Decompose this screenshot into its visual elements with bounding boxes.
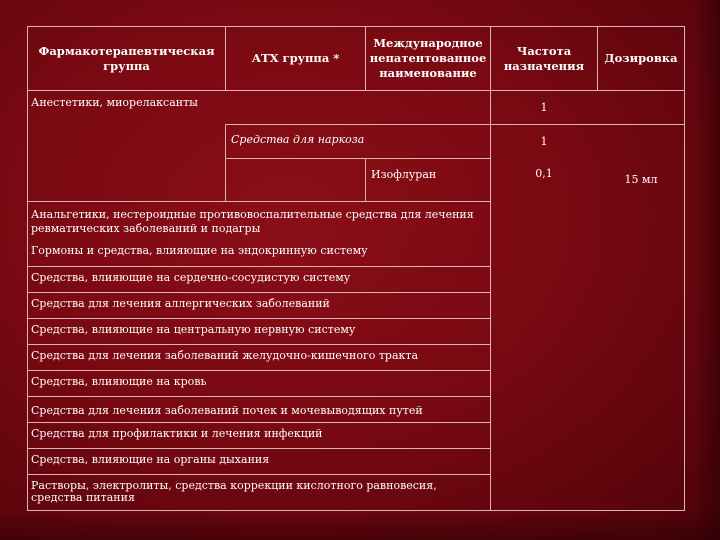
row-respiratory-label: Средства, влияющие на органы дыхания xyxy=(31,453,270,466)
header-inn: Международное непатентованное наименование xyxy=(369,36,487,80)
row-cns-label: Средства, влияющие на центральную нервную систему xyxy=(31,323,356,336)
row-allergy-label: Средства для лечения аллергических заболеваний xyxy=(31,297,330,310)
row-isoflurane-dosage: 15 мл xyxy=(624,173,658,186)
row-gi-label: Средства для лечения заболеваний желудочно-кишечного тракта xyxy=(31,349,419,362)
row-anesthetics-label: Анестетики, миорелаксанты xyxy=(31,96,198,109)
header-frequency: Частота назначения xyxy=(503,43,585,73)
row-isoflurane-frequency: 0,1 xyxy=(535,167,553,180)
row-infection-label: Средства для профилактики и лечения инфекций xyxy=(31,427,323,440)
row-analgesics-label-line1: Анальгетики, нестероидные противовоспалительные средства для лечения xyxy=(31,208,474,221)
row-electrolytes-label-line1: Растворы, электролиты, средства коррекции кислотного равновесия, xyxy=(31,479,437,492)
header-pharmacotherapeutic-group: Фармакотерапевтическая группа xyxy=(38,43,215,73)
row-anesthetics-frequency: 1 xyxy=(540,100,548,114)
row-narcosis-frequency: 1 xyxy=(540,134,548,148)
row-kidney-label: Средства для лечения заболеваний почек и мочевыводящих путей xyxy=(31,404,423,417)
row-isoflurane-label: Изофлуран xyxy=(371,168,437,181)
header-atx-group: АТХ группа * xyxy=(251,51,340,65)
row-blood-label: Средства, влияющие на кровь xyxy=(31,375,207,388)
row-electrolytes-label-line2: средства питания xyxy=(31,491,135,504)
row-analgesics-label-line2: ревматических заболеваний и подагры xyxy=(31,222,261,235)
row-hormones-label: Гормоны и средства, влияющие на эндокринную систему xyxy=(31,244,368,257)
row-cardio-label: Средства, влияющие на сердечно-сосудистую систему xyxy=(31,271,351,284)
row-narcosis-label: Средства для наркоза xyxy=(231,133,365,146)
header-dosage: Дозировка xyxy=(604,51,678,65)
